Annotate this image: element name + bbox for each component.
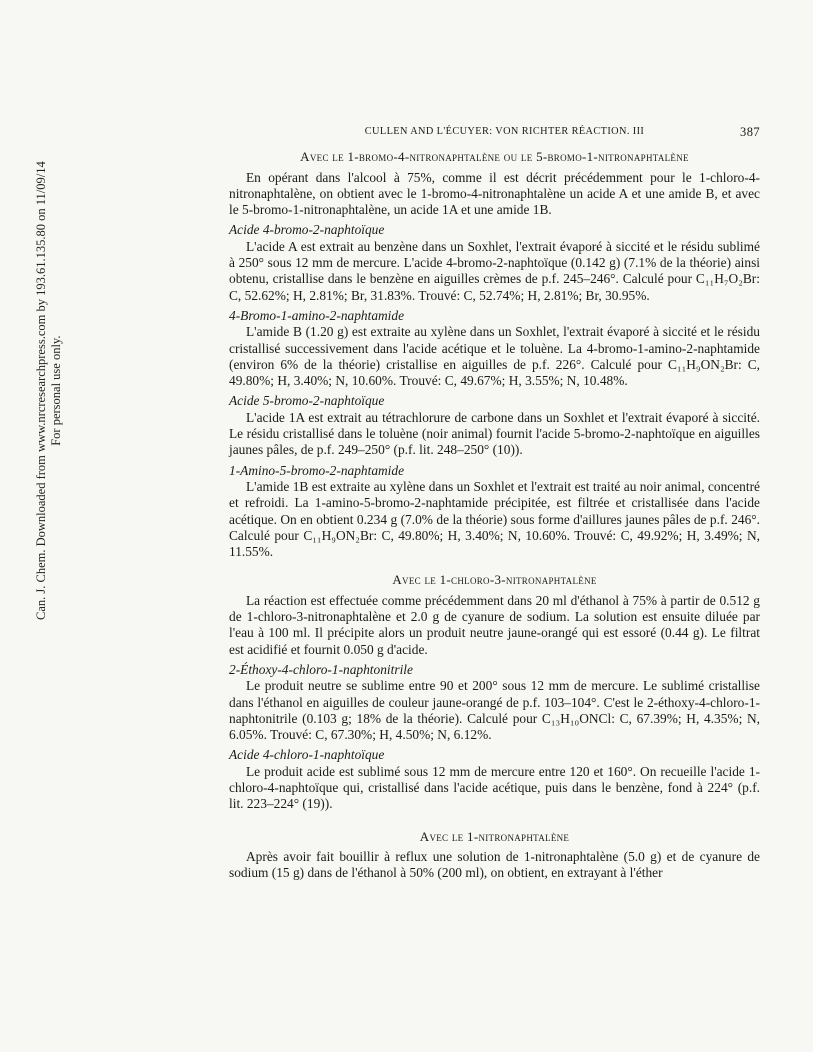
page-number: 387 bbox=[740, 125, 760, 139]
subsection-title: 1-Amino-5-bromo-2-naphtamide bbox=[229, 462, 405, 478]
section-heading: Avec le 1-nitronaphtalène bbox=[419, 828, 570, 844]
subsection-title: Acide 4-chloro-1-naphtoïque bbox=[229, 747, 385, 763]
download-notice: Can. J. Chem. Downloaded from www.nrcresearchpress.com by 193.61.135.80 on 11/09/14 bbox=[34, 161, 48, 620]
subsection-text: L'acide 1A est extrait au tétrachlorure de carbone dans un Soxhlet et l'extrait évaporé à siccité. Le résidu cristallisé dans le toluène (noir animal) fournit l'acide 5-bromo-2-naphtoïque en aiguilles jaunes pâles, de p.f. 249–250° (p.f. lit. 248–250° (10)). bbox=[229, 409, 760, 458]
subsection-text: Le produit neutre se sublime entre 90 et 200° sous 12 mm de mercure. Le sublimé cristallise dans l'éthanol en aiguilles de couleur jaune-orangé de p.f. 103–104°. C'est le 2-éthoxy-4-chloro-1-naphtonitrile (0.103 g; 18% de la théorie). Calculé pour C₁₃H₁₀ONCl: C, 67.39%; H, 4.35%; N, 6.05%. Trouvé: C, 67.30%; H, 4.50%; N, 6.12%. bbox=[229, 678, 760, 743]
section-nitronaphthalene bbox=[229, 829, 760, 882]
subsection-text: Le produit acide est sublimé sous 12 mm de mercure entre 120 et 160°. On recueille l'acide 1-chloro-4-naphtoïque qui, cristallisé dans l'acide acétique, puis dans le benzène, fond à 224° (p.f. lit. 223–224° (19)). bbox=[229, 763, 760, 812]
subsection-title: Acide 5-bromo-2-naphtoïque bbox=[229, 393, 385, 409]
download-watermark bbox=[34, 161, 64, 620]
subsection-text: L'amide B (1.20 g) est extraite au xylène dans un Soxhlet, l'extrait évaporé à siccité et le résidu cristallisé successivement dans l'acide acétique et le toluène. La 4-bromo-1-amino-2-naphtamide (environ 6% de la théorie) cristallise en aiguilles de p.f. 226°. Calculé pour C₁₁H₉ON₂Br: C, 49.80%; H, 3.40%; N, 10.60%. Trouvé: C, 49.67%; H, 3.55%; N, 10.48%. bbox=[229, 324, 760, 389]
running-header bbox=[229, 124, 760, 140]
section-intro: La réaction est effectuée comme précédemment dans 20 ml d'éthanol à 75% à partir de 0.512 g de 1-chloro-3-nitronaphtalène et 2.0 g de cyanure de sodium. La solution est ensuite diluée par l'eau à 100 ml. Il précipite alors un produit neutre jaune-orangé qui est essoré (0.44 g). Le filtrat est acidifié et fournit 0.050 g d'acide. bbox=[229, 592, 760, 657]
personal-use-notice: For personal use only. bbox=[49, 335, 63, 446]
section-chloro-nitronaphthalene bbox=[229, 572, 760, 812]
running-title: CULLEN AND L'ÉCUYER: VON RICHTER RÉACTION. III bbox=[364, 126, 645, 137]
section-intro: Après avoir fait bouillir à reflux une solution de 1-nitronaphtalène (5.0 g) et de cyanure de sodium (15 g) dans de l'éthanol à 50% (200 ml), on obtient, en extrayant à l'éther bbox=[229, 848, 760, 881]
subsection-text: L'acide A est extrait au benzène dans un Soxhlet, l'extrait évaporé à siccité et le résidu sublimé à 250° sous 12 mm de mercure. L'acide 4-bromo-2-naphtoïque (0.142 g) (7.1% de la théorie) ainsi obtenu, cristallise dans le benzène en aiguilles crèmes de p.f. 245–246°. Calculé pour C₁₁H₇O₂Br: C, 52.62%; H, 2.81%; Br, 31.83%. Trouvé: C, 52.74%; H, 2.81%; Br, 30.95%. bbox=[229, 238, 760, 303]
section-intro: En opérant dans l'alcool à 75%, comme il est décrit précédemment pour le 1-chloro-4-nitronaphtalène, on obtient avec le 1-bromo-4-nitronaphtalène un acide A et une amide B, et avec le 5-bromo-1-nitronaphtalène, un acide 1A et une amide 1B. bbox=[229, 169, 760, 218]
subsection-title: Acide 4-bromo-2-naphtoïque bbox=[229, 222, 385, 238]
subsection-title: 2-Éthoxy-4-chloro-1-naphtonitrile bbox=[229, 661, 413, 677]
section-heading: Avec le 1-bromo-4-nitronaphtalène ou le 5-bromo-1-nitronaphtalène bbox=[300, 149, 689, 165]
section-heading: Avec le 1-chloro-3-nitronaphtalène bbox=[392, 572, 597, 588]
article-page bbox=[229, 124, 760, 883]
section-bromo-nitronaphthalene bbox=[229, 149, 760, 560]
subsection-text: L'amide 1B est extraite au xylène dans un Soxhlet et l'extrait est traité au noir animal, concentré et refroidi. La 1-amino-5-bromo-2-naphtamide précipitée, est filtrée et cristallisée dans l'acide acétique. On en obtient 0.234 g (7.0% de la théorie) sous forme d'aillures jaunes pâles de p.f. 246°. Calculé pour C₁₁H₉ON₂Br: C, 49.80%; H, 3.40%; N, 10.60%. Trouvé: C, 49.92%; H, 3.49%; N, 11.55%. bbox=[229, 478, 760, 560]
subsection-title: 4-Bromo-1-amino-2-naphtamide bbox=[229, 307, 405, 323]
